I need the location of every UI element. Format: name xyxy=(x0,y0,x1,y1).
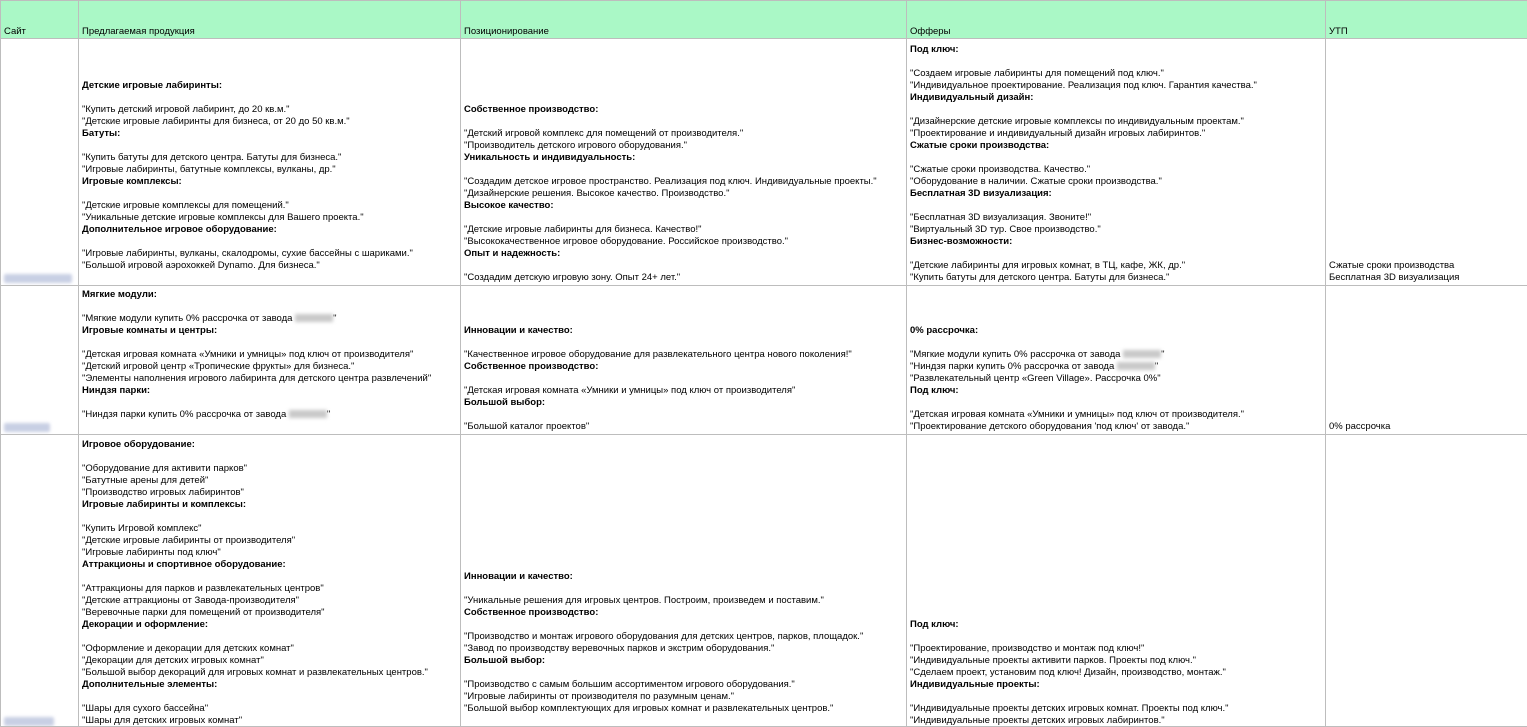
section-heading xyxy=(82,619,458,631)
line-text: "Детские игровые лабиринты для бизнеса. Качество!" xyxy=(464,224,702,235)
header-site[interactable]: Сайт xyxy=(1,1,79,39)
line-text: "Качественное игровое оборудование для развлекательного центра нового поколения!" xyxy=(464,349,852,360)
redacted-name xyxy=(1117,362,1155,370)
header-row xyxy=(1,1,1527,39)
ad-text-line xyxy=(464,643,904,655)
line-text: "Большой игровой аэрохоккей Dynamo. Для бизнеса." xyxy=(82,260,320,271)
ad-text-line xyxy=(910,116,1323,128)
blank-line xyxy=(82,421,458,433)
site-link-redacted[interactable] xyxy=(4,274,72,283)
line-text: Ниндзя парки: xyxy=(82,385,150,396)
blank-line xyxy=(82,631,458,643)
line-text: Собственное производство: xyxy=(464,607,598,618)
line-text: Собственное производство: xyxy=(464,361,598,372)
ad-text-line xyxy=(910,164,1323,176)
section-heading xyxy=(82,439,458,451)
ad-text-line xyxy=(82,583,458,595)
ad-text-line xyxy=(464,595,904,607)
line-text: Инновации и качество: xyxy=(464,571,573,582)
ad-text-line xyxy=(82,523,458,535)
blank-line xyxy=(464,409,904,421)
line-text: Бесплатная 3D визуализация xyxy=(1329,272,1459,283)
site-link-redacted[interactable] xyxy=(4,423,50,432)
ad-text-line xyxy=(464,691,904,703)
header-products[interactable]: Предлагаемая продукция xyxy=(79,1,461,39)
section-heading xyxy=(910,385,1323,397)
ad-text-line xyxy=(82,607,458,619)
line-text: "Виртуальный 3D тур. Свое производство." xyxy=(910,224,1101,235)
line-text: Сжатые сроки производства: xyxy=(910,140,1049,151)
header-offers[interactable]: Офферы xyxy=(907,1,1326,39)
blank-line xyxy=(82,691,458,703)
line-text: "Купить батуты для детского центра. Батуты для бизнеса." xyxy=(910,272,1169,283)
table-row xyxy=(1,286,1527,435)
section-heading xyxy=(82,679,458,691)
blank-line xyxy=(910,631,1323,643)
line-text: "Детские игровые лабиринты для бизнеса, от 20 до 50 кв.м." xyxy=(82,116,350,127)
section-heading xyxy=(464,325,904,337)
line-text: "Игровые лабиринты от производителя по разумным ценам." xyxy=(464,691,734,702)
ad-text-line xyxy=(910,655,1323,667)
section-heading xyxy=(464,200,904,212)
site-link-redacted[interactable] xyxy=(4,717,54,726)
line-text: Высокое качество: xyxy=(464,200,554,211)
ad-text-line xyxy=(82,200,458,212)
ad-text-line xyxy=(464,631,904,643)
line-text: "Игровые лабиринты под ключ" xyxy=(82,547,221,558)
line-text: Дополнительные элементы: xyxy=(82,679,217,690)
line-text: "Аттракционы для парков и развлекательных центров" xyxy=(82,583,324,594)
line-text: Под ключ: xyxy=(910,44,959,55)
ad-text-line xyxy=(1329,421,1527,433)
header-positioning[interactable]: Позиционирование xyxy=(461,1,907,39)
blank-line xyxy=(82,272,458,284)
line-text: "Мягкие модули купить 0% рассрочка от завода xyxy=(82,313,292,324)
blank-line xyxy=(464,373,904,385)
line-text: Декорации и оформление: xyxy=(82,619,208,630)
line-text: "Проектирование, производство и монтаж под ключ!" xyxy=(910,643,1144,654)
blank-line xyxy=(464,337,904,349)
line-text: Индивидуальные проекты: xyxy=(910,679,1040,690)
ad-text-line xyxy=(910,373,1323,385)
line-text: "Батутные арены для детей" xyxy=(82,475,208,486)
line-text: "Большой каталог проектов" xyxy=(464,421,589,432)
line-text: "Детские игровые лабиринты от производителя" xyxy=(82,535,295,546)
ad-text-line xyxy=(82,313,458,325)
section-heading xyxy=(910,619,1323,631)
blank-line xyxy=(464,164,904,176)
ad-text-line xyxy=(910,68,1323,80)
line-text: Большой выбор: xyxy=(464,655,545,666)
line-text: "Уникальные решения для игровых центров. Построим, произведем и поставим." xyxy=(464,595,824,606)
blank-line xyxy=(910,200,1323,212)
section-heading xyxy=(82,289,458,301)
ad-text-line xyxy=(82,547,458,559)
ad-text-line xyxy=(464,188,904,200)
ad-text-line xyxy=(910,260,1323,272)
line-text: Индивидуальный дизайн: xyxy=(910,92,1033,103)
line-text: 0% рассрочка: xyxy=(910,325,978,336)
ad-text-line xyxy=(82,703,458,715)
line-text: "Элементы наполнения игрового лабиринта для детского центра развлечений" xyxy=(82,373,431,384)
line-text: "Детские аттракционы от Завода-производителя" xyxy=(82,595,299,606)
line-text: Батуты: xyxy=(82,128,120,139)
blank-line xyxy=(910,397,1323,409)
blank-line xyxy=(82,511,458,523)
line-text: "Оформление и декорации для детских комнат" xyxy=(82,643,294,654)
section-heading xyxy=(82,224,458,236)
line-text: "Шары для сухого бассейна" xyxy=(82,703,208,714)
ad-text-line xyxy=(910,667,1323,679)
blank-line xyxy=(910,152,1323,164)
section-heading xyxy=(910,44,1323,56)
ad-text-line xyxy=(464,272,904,284)
line-text: "Сделаем проект, установим под ключ! Дизайн, производство, монтаж." xyxy=(910,667,1226,678)
line-text: Собственное производство: xyxy=(464,104,598,115)
line-text: Мягкие модули: xyxy=(82,289,157,300)
ad-text-line xyxy=(82,349,458,361)
utp-cell[interactable] xyxy=(1326,39,1527,286)
line-text: "Создадим детское игровое пространство. Реализация под ключ. Индивидуальные проекты." xyxy=(464,176,877,187)
blank-line xyxy=(464,116,904,128)
ad-text-line xyxy=(1329,260,1527,272)
line-text: "Завод по производству веревочных парков и экстрим оборудования." xyxy=(464,643,774,654)
section-heading xyxy=(82,499,458,511)
line-text: "Создаем игровые лабиринты для помещений под ключ." xyxy=(910,68,1164,79)
line-text: "Создадим детскую игровую зону. Опыт 24+ лет." xyxy=(464,272,680,283)
line-text: "Индивидуальные проекты детских игровых комнат. Проекты под ключ." xyxy=(910,703,1228,714)
section-heading xyxy=(910,188,1323,200)
line-text: "Игровые лабиринты, вулканы, скалодромы, сухие бассейны с шариками." xyxy=(82,248,413,259)
line-text: Большой выбор: xyxy=(464,397,545,408)
line-text: "Высококачественное игровое оборудование. Российское производство." xyxy=(464,236,788,247)
section-heading xyxy=(82,325,458,337)
line-text: Игровые комнаты и центры: xyxy=(82,325,217,336)
blank-line xyxy=(464,583,904,595)
blank-line xyxy=(464,715,904,727)
line-text: Игровые комплексы: xyxy=(82,176,182,187)
line-text: 0% рассрочка xyxy=(1329,421,1390,432)
blank-line xyxy=(82,140,458,152)
ad-text-line xyxy=(464,176,904,188)
blank-line xyxy=(82,337,458,349)
ad-text-line xyxy=(82,116,458,128)
ad-text-line xyxy=(464,128,904,140)
ad-text-line xyxy=(82,164,458,176)
line-text: "Развлекательный центр «Green Village». Рассрочка 0%" xyxy=(910,373,1161,384)
line-text: "Уникальные детские игровые комплексы для Вашего проекта." xyxy=(82,212,364,223)
ad-text-line xyxy=(82,535,458,547)
line-text: Бесплатная 3D визуализация: xyxy=(910,188,1052,199)
ad-text-line xyxy=(464,349,904,361)
line-text: "Купить Игровой комплекс" xyxy=(82,523,202,534)
blank-line xyxy=(82,188,458,200)
line-text: "Индивидуальные проекты детских игровых лабиринтов." xyxy=(910,715,1165,726)
blank-line xyxy=(910,691,1323,703)
ad-text-line xyxy=(910,421,1323,433)
line-text: "Оборудование в наличии. Сжатые сроки производства." xyxy=(910,176,1162,187)
section-heading xyxy=(464,104,904,116)
blank-line xyxy=(910,248,1323,260)
line-text: "Индивидуальное проектирование. Реализация под ключ. Гарантия качества." xyxy=(910,80,1257,91)
line-text: Под ключ: xyxy=(910,385,959,396)
ad-text-line xyxy=(464,703,904,715)
ad-text-line xyxy=(910,224,1323,236)
site-cell[interactable] xyxy=(1,39,79,286)
closing-quote: " xyxy=(327,409,330,420)
section-heading xyxy=(82,176,458,188)
blank-line xyxy=(82,236,458,248)
section-heading xyxy=(464,248,904,260)
ad-text-line xyxy=(910,176,1323,188)
line-text: "Детский игровой комплекс для помещений от производителя." xyxy=(464,128,743,139)
ad-text-line xyxy=(910,361,1323,373)
line-text: Аттракционы и спортивное оборудование: xyxy=(82,559,286,570)
blank-line xyxy=(464,667,904,679)
line-text: "Ниндзя парки купить 0% рассрочка от завода xyxy=(82,409,286,420)
ad-text-line xyxy=(82,475,458,487)
ad-text-line xyxy=(82,595,458,607)
redacted-name xyxy=(1123,350,1161,358)
line-text: "Игровые лабиринты, батутные комплексы, вулканы, др." xyxy=(82,164,336,175)
ad-text-line xyxy=(82,260,458,272)
closing-quote: " xyxy=(1161,349,1164,360)
header-utp[interactable]: УТП xyxy=(1326,1,1527,39)
blank-line xyxy=(464,212,904,224)
line-text: Опыт и надежность: xyxy=(464,248,560,259)
ad-text-line xyxy=(82,463,458,475)
table-row xyxy=(1,39,1527,286)
ad-text-line xyxy=(910,703,1323,715)
products-cell[interactable] xyxy=(79,435,461,727)
utp-cell[interactable] xyxy=(1326,435,1527,727)
section-heading xyxy=(910,679,1323,691)
ad-text-line xyxy=(82,667,458,679)
line-text: "Детские лабиринты для игровых комнат, в ТЦ, кафе, ЖК, др." xyxy=(910,260,1185,271)
blank-line xyxy=(910,56,1323,68)
line-text: "Проектирование и индивидуальный дизайн игровых лабиринтов." xyxy=(910,128,1205,139)
ad-text-line xyxy=(464,140,904,152)
site-cell[interactable] xyxy=(1,286,79,435)
line-text: "Ниндзя парки купить 0% рассрочка от завода xyxy=(910,361,1114,372)
ad-text-line xyxy=(910,272,1323,284)
table-row xyxy=(1,435,1527,727)
blank-line xyxy=(464,260,904,272)
blank-line xyxy=(82,92,458,104)
blank-line xyxy=(82,571,458,583)
ad-text-line xyxy=(82,104,458,116)
products-cell[interactable] xyxy=(79,39,461,286)
line-text: "Дизайнерские решения. Высокое качество. Производство." xyxy=(464,188,729,199)
line-text: "Мягкие модули купить 0% рассрочка от завода xyxy=(910,349,1120,360)
line-text: Детские игровые лабиринты: xyxy=(82,80,222,91)
ad-text-line xyxy=(464,679,904,691)
section-heading xyxy=(910,325,1323,337)
offers-cell[interactable] xyxy=(907,435,1326,727)
line-text: "Дизайнерские детские игровые комплексы по индивидуальным проектам." xyxy=(910,116,1244,127)
line-text: "Бесплатная 3D визуализация. Звоните!" xyxy=(910,212,1091,223)
section-heading xyxy=(910,236,1323,248)
ad-text-line xyxy=(82,212,458,224)
blank-line xyxy=(464,619,904,631)
redacted-name xyxy=(295,314,333,322)
line-text: "Детская игровая комната «Умники и умницы» под ключ от производителя" xyxy=(82,349,413,360)
ad-text-line xyxy=(82,655,458,667)
ad-text-line xyxy=(82,248,458,260)
ad-text-line xyxy=(464,236,904,248)
line-text: Сжатые сроки производства xyxy=(1329,260,1454,271)
ad-text-line xyxy=(910,715,1323,727)
blank-line xyxy=(82,301,458,313)
line-text: "Купить детский игровой лабиринт, до 20 кв.м." xyxy=(82,104,290,115)
products-cell[interactable] xyxy=(79,286,461,435)
blank-line xyxy=(82,397,458,409)
line-text: "Оборудование для активити парков" xyxy=(82,463,247,474)
section-heading xyxy=(464,607,904,619)
section-heading xyxy=(82,128,458,140)
offers-cell[interactable] xyxy=(907,286,1326,435)
ad-text-line xyxy=(82,373,458,385)
ad-text-line xyxy=(82,487,458,499)
blank-line xyxy=(82,451,458,463)
ad-text-line xyxy=(82,643,458,655)
section-heading xyxy=(464,655,904,667)
section-heading xyxy=(464,152,904,164)
line-text: "Индивидуальные проекты активити парков. Проекты под ключ." xyxy=(910,655,1196,666)
line-text: Инновации и качество: xyxy=(464,325,573,336)
line-text: "Проектирование детского оборудования 'под ключ' от завода." xyxy=(910,421,1189,432)
ad-text-line xyxy=(82,409,458,421)
line-text: "Большой выбор комплектующих для игровых комнат и развлекательных центров." xyxy=(464,703,833,714)
section-heading xyxy=(82,559,458,571)
line-text: "Производитель детского игрового оборудования." xyxy=(464,140,687,151)
ad-text-line xyxy=(82,715,458,727)
line-text: "Большой выбор декораций для игровых комнат и развлекательных центров." xyxy=(82,667,428,678)
blank-line xyxy=(910,104,1323,116)
line-text: "Детская игровая комната «Умники и умницы» под ключ от производителя" xyxy=(464,385,795,396)
line-text: Под ключ: xyxy=(910,619,959,630)
line-text: "Детская игровая комната «Умники и умницы» под ключ от производителя." xyxy=(910,409,1244,420)
line-text: "Производство с самым большим ассортиментом игрового оборудования." xyxy=(464,679,795,690)
line-text: "Детские игровые комплексы для помещений." xyxy=(82,200,289,211)
section-heading xyxy=(464,571,904,583)
positioning-cell[interactable] xyxy=(461,435,907,727)
line-text: "Производство и монтаж игрового оборудования для детских центров, парков, площадок." xyxy=(464,631,863,642)
line-text: Игровое оборудование: xyxy=(82,439,195,450)
line-text: Дополнительное игровое оборудование: xyxy=(82,224,277,235)
line-text: "Сжатые сроки производства. Качество." xyxy=(910,164,1090,175)
section-heading xyxy=(910,140,1323,152)
redacted-name xyxy=(289,410,327,418)
ad-text-line xyxy=(910,128,1323,140)
ad-text-line xyxy=(910,80,1323,92)
line-text: Уникальность и индивидуальность: xyxy=(464,152,635,163)
ad-text-line xyxy=(1329,272,1527,284)
offers-cell[interactable] xyxy=(907,39,1326,286)
section-heading xyxy=(910,92,1323,104)
line-text: "Детский игровой центр «Тропические фрукты» для бизнеса." xyxy=(82,361,354,372)
line-text: "Веревочные парки для помещений от производителя" xyxy=(82,607,325,618)
section-heading xyxy=(82,80,458,92)
line-text: "Декорации для детских игровых комнат" xyxy=(82,655,264,666)
closing-quote: " xyxy=(333,313,336,324)
section-heading xyxy=(82,385,458,397)
ad-text-line xyxy=(910,349,1323,361)
ad-text-line xyxy=(910,212,1323,224)
line-text: Игровые лабиринты и комплексы: xyxy=(82,499,246,510)
ad-text-line xyxy=(82,361,458,373)
section-heading xyxy=(464,397,904,409)
ad-text-line xyxy=(910,643,1323,655)
utp-cell[interactable] xyxy=(1326,286,1527,435)
line-text: "Шары для детских игровых комнат" xyxy=(82,715,242,726)
line-text: Бизнес-возможности: xyxy=(910,236,1012,247)
ad-text-line xyxy=(464,385,904,397)
ad-text-line xyxy=(464,224,904,236)
ad-text-line xyxy=(82,152,458,164)
line-text: "Производство игровых лабиринтов" xyxy=(82,487,244,498)
ad-text-line xyxy=(464,421,904,433)
blank-line xyxy=(910,337,1323,349)
closing-quote: " xyxy=(1155,361,1158,372)
section-heading xyxy=(464,361,904,373)
line-text: "Купить батуты для детского центра. Батуты для бизнеса." xyxy=(82,152,341,163)
positioning-cell[interactable] xyxy=(461,39,907,286)
positioning-cell[interactable] xyxy=(461,286,907,435)
ad-text-line xyxy=(910,409,1323,421)
site-cell[interactable] xyxy=(1,435,79,727)
